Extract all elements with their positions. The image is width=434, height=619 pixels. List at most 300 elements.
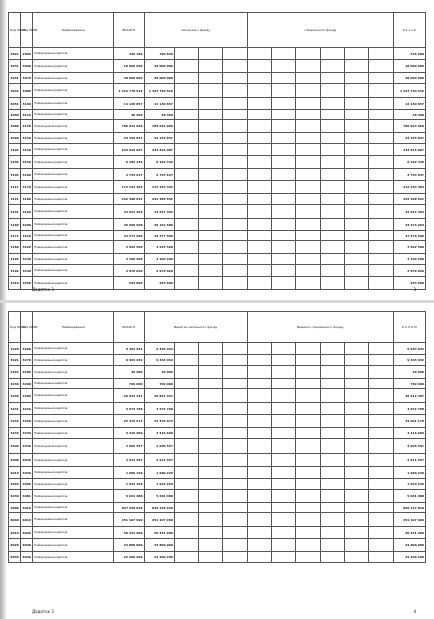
empty-cell xyxy=(344,428,368,439)
empty-cell xyxy=(272,552,296,563)
document-page-2 xyxy=(0,303,434,619)
empty-cell xyxy=(199,454,223,467)
table-row xyxy=(9,241,426,254)
empty-cell xyxy=(369,527,393,539)
razom-cell: 36 412 487 xyxy=(393,389,425,403)
table-row xyxy=(9,144,426,156)
razom-cell: 22 200 290 xyxy=(393,552,425,563)
empty-cell xyxy=(369,254,393,265)
empty-cell xyxy=(320,181,344,194)
empty-cell xyxy=(320,120,344,133)
empty-cell xyxy=(320,454,344,467)
total-cell: 38 400 xyxy=(114,110,144,120)
empty-cell xyxy=(247,403,271,415)
name-cell: Найменування видатків xyxy=(33,513,114,527)
razom-cell: 2 754 637 xyxy=(393,169,425,181)
kekv-cell: 3240 xyxy=(21,265,33,277)
empty-cell xyxy=(369,503,393,513)
header-razom: Р А З О М xyxy=(393,312,425,343)
empty-cell xyxy=(174,265,198,277)
empty-cell xyxy=(247,84,271,98)
table-row xyxy=(9,265,426,277)
razom-cell: 43 061 170 xyxy=(393,415,425,428)
empty-cell xyxy=(369,277,393,290)
total-cell: 172 154 304 xyxy=(114,181,144,194)
table-header-row xyxy=(9,13,426,48)
empty-cell xyxy=(247,156,271,169)
name-cell: Найменування видатків xyxy=(33,379,114,389)
table-row xyxy=(9,156,426,169)
kpkv-cell: 3243 xyxy=(9,428,21,439)
empty-cell xyxy=(223,539,247,552)
empty-cell xyxy=(369,415,393,428)
empty-cell xyxy=(199,439,223,454)
empty-cell xyxy=(296,73,320,84)
empty-cell xyxy=(223,144,247,156)
empty-cell xyxy=(320,265,344,277)
empty-cell xyxy=(369,181,393,194)
empty-cell xyxy=(272,366,296,379)
table-row xyxy=(9,428,426,439)
total-cell: 1 423 770 516 xyxy=(114,84,144,98)
kpkv-cell: 3060 xyxy=(9,110,21,120)
empty-cell xyxy=(344,169,368,181)
total-cell: 2 905 557 xyxy=(114,439,144,454)
empty-cell xyxy=(344,231,368,241)
empty-cell xyxy=(272,241,296,254)
empty-cell xyxy=(320,133,344,144)
empty-cell xyxy=(199,98,223,110)
empty-cell xyxy=(223,219,247,231)
empty-cell xyxy=(369,231,393,241)
empty-cell xyxy=(223,120,247,133)
razom-cell: 769 000 xyxy=(393,379,425,389)
razom-cell: 251 107 990 xyxy=(393,513,425,527)
empty-cell xyxy=(174,539,198,552)
empty-cell xyxy=(320,539,344,552)
document-page-1 xyxy=(0,0,434,300)
name-cell: Найменування видатків xyxy=(33,181,114,194)
empty-cell xyxy=(247,355,271,366)
razom-cell: 37 578 500 xyxy=(393,231,425,241)
total-cell: 9 464 032 xyxy=(114,355,144,366)
empty-cell xyxy=(199,479,223,490)
kpkv-cell: 3041 xyxy=(9,73,21,84)
empty-cell xyxy=(296,265,320,277)
header-general: загального фонду xyxy=(144,13,247,48)
empty-cell xyxy=(199,343,223,355)
scan-shadow xyxy=(0,303,7,619)
empty-cell xyxy=(369,194,393,205)
kekv-cell: 3130 xyxy=(21,133,33,144)
empty-cell xyxy=(272,205,296,219)
empty-cell xyxy=(199,205,223,219)
header-total: ВСЬОГО xyxy=(114,312,144,343)
empty-cell xyxy=(320,144,344,156)
empty-cell xyxy=(344,181,368,194)
name-cell: Найменування видатків xyxy=(33,48,114,60)
empty-cell xyxy=(296,156,320,169)
empty-cell xyxy=(223,527,247,539)
empty-cell xyxy=(344,254,368,265)
empty-cell xyxy=(272,169,296,181)
name-cell: Найменування видатків xyxy=(33,156,114,169)
kpkv-cell: 3090 xyxy=(9,133,21,144)
kekv-cell: 3260 xyxy=(21,343,33,355)
total-cell: 252 398 651 xyxy=(114,194,144,205)
empty-cell xyxy=(369,205,393,219)
general-cell: 172 154 304 xyxy=(144,181,174,194)
empty-cell xyxy=(199,513,223,527)
empty-cell xyxy=(320,48,344,60)
general-cell: 50 331 900 xyxy=(144,527,174,539)
total-cell: 14 130 857 xyxy=(114,98,144,110)
empty-cell xyxy=(320,156,344,169)
empty-cell xyxy=(296,194,320,205)
kpkv-cell: 3104 xyxy=(9,156,21,169)
empty-cell xyxy=(344,144,368,156)
general-cell: 18 000 000 xyxy=(144,60,174,73)
kpkv-cell: 3300 xyxy=(9,439,21,454)
empty-cell xyxy=(199,194,223,205)
empty-cell xyxy=(369,241,393,254)
kekv-cell: 4030 xyxy=(21,454,33,467)
empty-cell xyxy=(272,48,296,60)
general-cell: 2 911 557 xyxy=(144,454,174,467)
kpkv-cell: 3105 xyxy=(9,169,21,181)
empty-cell xyxy=(344,133,368,144)
header-total: ВСЬОГО xyxy=(114,13,144,48)
empty-cell xyxy=(296,552,320,563)
name-cell: Найменування видатків xyxy=(33,254,114,265)
empty-cell xyxy=(247,454,271,467)
empty-cell xyxy=(320,355,344,366)
empty-cell xyxy=(296,490,320,503)
empty-cell xyxy=(174,60,198,73)
empty-cell xyxy=(174,343,198,355)
empty-cell xyxy=(320,343,344,355)
budget-table-page-1 xyxy=(8,12,426,290)
empty-cell xyxy=(320,231,344,241)
kekv-cell: 4081 xyxy=(21,490,33,503)
empty-cell xyxy=(369,467,393,479)
empty-cell xyxy=(247,379,271,389)
razom-cell: 2 905 557 xyxy=(393,439,425,454)
empty-cell xyxy=(344,73,368,84)
header-kekv: Код КЕКВ xyxy=(21,13,33,48)
empty-cell xyxy=(174,110,198,120)
total-cell: 36 590 508 xyxy=(114,219,144,231)
empty-cell xyxy=(247,133,271,144)
kpkv-cell: 3191 xyxy=(9,254,21,265)
empty-cell xyxy=(199,181,223,194)
kekv-cell: 3160 xyxy=(21,169,33,181)
empty-cell xyxy=(174,277,198,290)
general-cell: 2 905 557 xyxy=(144,439,174,454)
total-cell: 2 754 637 xyxy=(114,169,144,181)
empty-cell xyxy=(369,355,393,366)
empty-cell xyxy=(247,181,271,194)
kekv-cell: 3000 xyxy=(21,60,33,73)
name-cell: Найменування видатків xyxy=(33,231,114,241)
kekv-cell: 4060 xyxy=(21,479,33,490)
name-cell: Найменування видатків xyxy=(33,60,114,73)
table-row xyxy=(9,552,426,563)
kpkv-cell: 3051 xyxy=(9,98,21,110)
total-cell: 5 661 088 xyxy=(114,490,144,503)
razom-cell: 3 100 200 xyxy=(393,254,425,265)
name-cell: Найменування видатків xyxy=(33,84,114,98)
kpkv-cell: 3171 xyxy=(9,231,21,241)
kekv-cell: 3310 xyxy=(21,403,33,415)
razom-cell: 1 960 229 xyxy=(393,467,425,479)
total-cell: 33 577 500 xyxy=(114,231,144,241)
name-cell: Найменування видатків xyxy=(33,241,114,254)
page-footer: Додаток 3 xyxy=(32,287,54,292)
empty-cell xyxy=(296,254,320,265)
empty-cell xyxy=(272,439,296,454)
empty-cell xyxy=(247,389,271,403)
table-row xyxy=(9,60,426,73)
kekv-cell: 3340 xyxy=(21,439,33,454)
name-cell: Найменування видатків xyxy=(33,415,114,428)
empty-cell xyxy=(223,133,247,144)
empty-cell xyxy=(296,144,320,156)
total-cell: 847 259 826 xyxy=(114,503,144,513)
empty-cell xyxy=(369,169,393,181)
empty-cell xyxy=(369,265,393,277)
general-cell: 20 831 441 xyxy=(144,389,174,403)
empty-cell xyxy=(223,194,247,205)
empty-cell xyxy=(296,231,320,241)
empty-cell xyxy=(223,439,247,454)
kekv-cell: 6020 xyxy=(21,527,33,539)
empty-cell xyxy=(344,241,368,254)
empty-cell xyxy=(272,389,296,403)
empty-cell xyxy=(344,403,368,415)
razom-cell: 38 400 xyxy=(393,110,425,120)
empty-cell xyxy=(344,366,368,379)
empty-cell xyxy=(223,181,247,194)
general-cell: 2 976 020 xyxy=(144,265,174,277)
empty-cell xyxy=(272,527,296,539)
empty-cell xyxy=(272,120,296,133)
empty-cell xyxy=(320,403,344,415)
empty-cell xyxy=(223,205,247,219)
general-cell: 252 398 651 xyxy=(144,194,174,205)
empty-cell xyxy=(320,479,344,490)
empty-cell xyxy=(272,503,296,513)
total-cell: 20 831 441 xyxy=(114,389,144,403)
empty-cell xyxy=(223,231,247,241)
razom-cell: 2 976 020 xyxy=(393,265,425,277)
general-cell: 790 830 xyxy=(144,48,174,60)
empty-cell xyxy=(369,428,393,439)
empty-cell xyxy=(247,120,271,133)
general-cell: 38 400 xyxy=(144,110,174,120)
scan-shadow xyxy=(0,0,7,300)
empty-cell xyxy=(223,48,247,60)
table-row xyxy=(9,527,426,539)
empty-cell xyxy=(320,467,344,479)
empty-cell xyxy=(174,254,198,265)
table-row xyxy=(9,133,426,144)
empty-cell xyxy=(174,194,198,205)
empty-cell xyxy=(369,552,393,563)
razom-cell: 253 890 xyxy=(393,277,425,290)
total-cell: 49 000 xyxy=(114,366,144,379)
empty-cell xyxy=(223,389,247,403)
total-cell: 3 100 200 xyxy=(114,254,144,265)
kekv-cell: 3170 xyxy=(21,181,33,194)
empty-cell xyxy=(296,133,320,144)
total-cell: 786 044 960 xyxy=(114,120,144,133)
table-row xyxy=(9,169,426,181)
page-number: 3 xyxy=(413,287,416,292)
page-number: 4 xyxy=(413,609,416,614)
empty-cell xyxy=(247,366,271,379)
table-row xyxy=(9,389,426,403)
empty-cell xyxy=(320,527,344,539)
razom-cell: 3 672 768 xyxy=(393,403,425,415)
empty-cell xyxy=(247,265,271,277)
empty-cell xyxy=(272,219,296,231)
empty-cell xyxy=(272,513,296,527)
general-cell: 9 464 032 xyxy=(144,343,174,355)
empty-cell xyxy=(174,73,198,84)
total-cell: 253 890 xyxy=(114,277,144,290)
empty-cell xyxy=(272,181,296,194)
empty-cell xyxy=(369,60,393,73)
kekv-cell: 6010 xyxy=(21,513,33,527)
name-cell: Найменування видатків xyxy=(33,389,114,403)
empty-cell xyxy=(247,552,271,563)
empty-cell xyxy=(174,490,198,503)
empty-cell xyxy=(272,343,296,355)
empty-cell xyxy=(296,513,320,527)
general-cell: 3 615 590 xyxy=(144,241,174,254)
total-cell: 44 155 837 xyxy=(114,133,144,144)
kekv-cell: 3290 xyxy=(21,379,33,389)
empty-cell xyxy=(272,156,296,169)
general-cell: 1 423 730 516 xyxy=(144,84,174,98)
empty-cell xyxy=(174,415,198,428)
empty-cell xyxy=(174,527,198,539)
kekv-cell: 3230 xyxy=(21,254,33,265)
empty-cell xyxy=(272,84,296,98)
empty-cell xyxy=(296,60,320,73)
name-cell: Найменування видатків xyxy=(33,366,114,379)
empty-cell xyxy=(296,120,320,133)
empty-cell xyxy=(344,48,368,60)
empty-cell xyxy=(369,98,393,110)
kpkv-cell: 3180 xyxy=(9,241,21,254)
kpkv-cell: 3222 xyxy=(9,366,21,379)
empty-cell xyxy=(296,343,320,355)
razom-cell: 3 822 590 xyxy=(393,241,425,254)
name-cell: Найменування видатків xyxy=(33,73,114,84)
razom-cell: 18 000 000 xyxy=(393,60,425,73)
empty-cell xyxy=(296,479,320,490)
empty-cell xyxy=(199,84,223,98)
empty-cell xyxy=(344,479,368,490)
empty-cell xyxy=(296,84,320,98)
empty-cell xyxy=(320,379,344,389)
empty-cell xyxy=(272,277,296,290)
empty-cell xyxy=(320,254,344,265)
empty-cell xyxy=(320,98,344,110)
empty-cell xyxy=(369,144,393,156)
empty-cell xyxy=(344,490,368,503)
general-cell: 2 754 637 xyxy=(144,169,174,181)
empty-cell xyxy=(247,231,271,241)
kekv-cell: 3140 xyxy=(21,144,33,156)
empty-cell xyxy=(223,355,247,366)
empty-cell xyxy=(344,84,368,98)
total-cell: 246 180 xyxy=(114,48,144,60)
empty-cell xyxy=(247,254,271,265)
empty-cell xyxy=(272,194,296,205)
total-cell: 769 000 xyxy=(114,379,144,389)
kekv-cell: 5010 xyxy=(21,503,33,513)
empty-cell xyxy=(174,48,198,60)
empty-cell xyxy=(344,503,368,513)
kpkv-cell: 3241 xyxy=(9,403,21,415)
general-cell: 36 152 580 xyxy=(144,219,174,231)
header-razom: Р а з о м xyxy=(393,13,425,48)
general-cell: 14 130 857 xyxy=(144,98,174,110)
kpkv-cell: 3221 xyxy=(9,355,21,366)
name-cell: Найменування видатків xyxy=(33,355,114,366)
name-cell: Найменування видатків xyxy=(33,133,114,144)
kpkv-cell: 3210 xyxy=(9,277,21,290)
total-cell: 3 672 768 xyxy=(114,403,144,415)
empty-cell xyxy=(272,265,296,277)
kekv-cell: 3250 xyxy=(21,277,33,290)
empty-cell xyxy=(199,219,223,231)
empty-cell xyxy=(296,389,320,403)
general-cell: 49 000 xyxy=(144,366,174,379)
general-cell: 5 661 088 xyxy=(144,490,174,503)
total-cell: 251 107 990 xyxy=(114,513,144,527)
empty-cell xyxy=(296,428,320,439)
empty-cell xyxy=(369,343,393,355)
empty-cell xyxy=(223,479,247,490)
empty-cell xyxy=(223,454,247,467)
empty-cell xyxy=(199,389,223,403)
empty-cell xyxy=(320,169,344,181)
empty-cell xyxy=(223,415,247,428)
empty-cell xyxy=(344,355,368,366)
total-cell: 23 800 000 xyxy=(114,539,144,552)
empty-cell xyxy=(296,415,320,428)
empty-cell xyxy=(199,490,223,503)
kpkv-cell: 3220 xyxy=(9,343,21,355)
empty-cell xyxy=(223,490,247,503)
empty-cell xyxy=(296,379,320,389)
name-cell: Найменування видатків xyxy=(33,110,114,120)
empty-cell xyxy=(344,98,368,110)
kpkv-cell: 3031 xyxy=(9,60,21,73)
empty-cell xyxy=(296,467,320,479)
empty-cell xyxy=(174,205,198,219)
table-row xyxy=(9,205,426,219)
kpkv-cell: 3240 xyxy=(9,389,21,403)
razom-cell: 9 192 436 xyxy=(393,156,425,169)
empty-cell xyxy=(344,265,368,277)
razom-cell: 23 800 000 xyxy=(393,539,425,552)
kpkv-cell: 4030 xyxy=(9,490,21,503)
